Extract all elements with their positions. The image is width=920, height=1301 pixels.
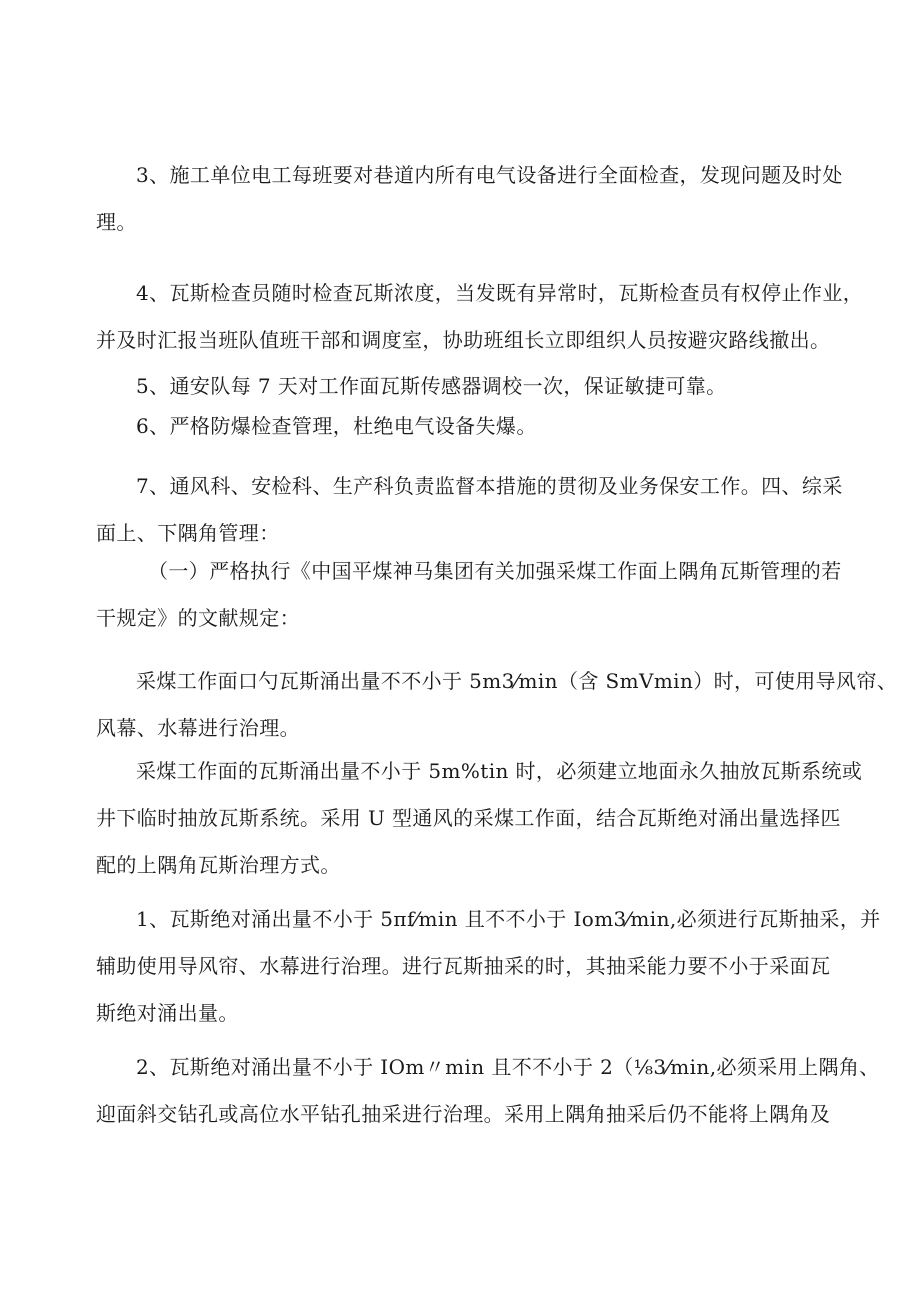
paragraph-item-3 xyxy=(96,152,843,246)
paragraph-rule-2 xyxy=(96,1044,880,1138)
text-line: 6、严格防爆检查管理，杜绝电气设备失爆。 xyxy=(136,414,537,438)
text-line: 7、通风科、安检科、生产科负责监督本措施的贯彻及业务保安工作。四、综采 xyxy=(136,474,843,498)
text-line: 5、通安队每 7 天对工作面瓦斯传感器调校一次，保证敏捷可靠。 xyxy=(136,374,727,398)
text-line: 风幕、水幕进行治理。 xyxy=(96,716,300,740)
text-line: 并及时汇报当班队值班干部和调度室，协助班组长立即组织人员按避灾路线撤出。 xyxy=(96,328,831,352)
text-line: 斯绝对涌出量。 xyxy=(96,1001,239,1025)
text-line: （一）严格执行《中国平煤神马集团有关加强采煤工作面上隅角瓦斯管理的若 xyxy=(148,559,842,583)
text-line: 4、瓦斯检查员随时检查瓦斯浓度，当发既有异常时，瓦斯检查员有权停止作业， xyxy=(136,281,864,305)
text-line: 辅助使用导风帘、水幕进行治理。进行瓦斯抽采的时，其抽采能力要不小于采面瓦 xyxy=(96,954,831,978)
text-line: 2、瓦斯绝对涌出量不小于 IOm〃min 且不不小于 2（⅛3⁄min,必须采用上隅角、 xyxy=(136,1055,880,1079)
text-line: 理。 xyxy=(96,210,137,234)
text-line: 配的上隅角瓦斯治理方式。 xyxy=(96,853,341,877)
text-line: 面上、下隅角管理： xyxy=(96,521,280,545)
text-line: 采煤工作面的瓦斯涌出量不小于 5m%tin 时，必须建立地面永久抽放瓦斯系统或 xyxy=(136,759,863,783)
paragraph-item-4 xyxy=(96,270,864,364)
text-line: 1、瓦斯绝对涌出量不小于 5πf⁄min 且不不小于 Iom3⁄min,必须进行瓦斯抽采，并 xyxy=(136,907,881,931)
text-line: 3、施工单位电工每班要对巷道内所有电气设备进行全面检查，发现问题及时处 xyxy=(136,163,843,187)
text-line: 干规定》的文献规定： xyxy=(96,606,300,630)
paragraph-low-emission xyxy=(96,658,898,752)
paragraph-drainage-system xyxy=(96,748,863,889)
paragraph-rule-1 xyxy=(96,896,881,1037)
paragraph-item-7 xyxy=(96,463,843,557)
text-line: 采煤工作面口勺瓦斯涌出量不不小于 5m3⁄min（含 SmVmin）时，可使用导风帘、 xyxy=(136,669,898,693)
paragraph-regulation-reference xyxy=(96,548,842,642)
text-line: 井下临时抽放瓦斯系统。采用 U 型通风的采煤工作面，结合瓦斯绝对涌出量选择匹 xyxy=(96,806,841,830)
paragraph-item-6 xyxy=(96,403,836,450)
text-line: 迎面斜交钻孔或高位水平钻孔抽采进行治理。采用上隅角抽采后仍不能将上隅角及 xyxy=(96,1102,831,1126)
